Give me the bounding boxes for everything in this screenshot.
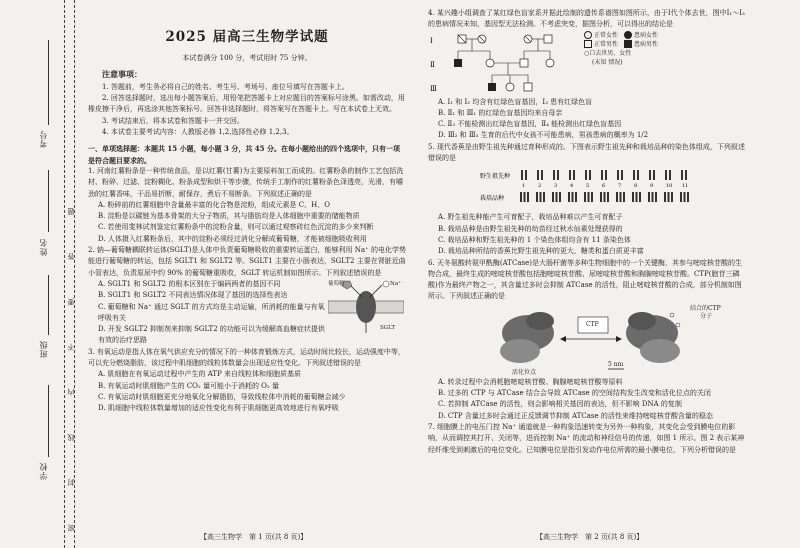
seal-text: 密 封 线 内 不 要 答 题: [67, 190, 75, 532]
wild-label: 野生祖先种: [480, 173, 511, 181]
gen-label-2: Ⅱ: [430, 60, 435, 69]
q3-option-c: C. 有氧运动时肌细胞更充分地氧化分解脂肪，导致线粒体中消耗的葡萄糖会减少: [98, 392, 346, 401]
wild-chromosome: [649, 170, 651, 180]
cultivar-chromosome: [616, 192, 618, 202]
q1-option-c: C. 若使用斐林试剂鉴定红薯粉条中的淀粉含量，则可以通过观察砖红色沉淀的多少来判断: [98, 223, 374, 232]
cultivar-chromosome: [588, 192, 590, 202]
page-footer-left: 【高三生物学 第 1 页(共 8 页)】: [200, 533, 308, 541]
wild-chromosome: [681, 170, 683, 180]
q5-option-b: B. 栽培品种是由野生祖先种的幼苗经过秋水仙素处理获得的: [438, 224, 623, 233]
wild-chromosome: [585, 170, 587, 180]
wild-chromosome: [621, 170, 623, 180]
pedigree-legend: [584, 31, 658, 97]
cultivar-chromosome: [572, 192, 574, 202]
cultivar-chromosome: [623, 192, 625, 202]
chromosome-number: 10: [666, 183, 673, 190]
legend-item: 患病女性: [634, 31, 659, 39]
chromosome-number: 6: [602, 183, 606, 190]
sglt-na-label: Na⁺: [390, 280, 401, 287]
page-footer-right: 【高三生物学 第 2 页(共 8 页)】: [536, 533, 644, 541]
wild-chromosome: [541, 170, 543, 180]
cultivar-chromosome: [664, 192, 666, 202]
pedigree-figure: [428, 31, 746, 97]
cultivar-chromosome: [527, 192, 529, 202]
cultivar-chromosome: [552, 192, 554, 202]
notice-item: 3. 考试结束后，将本试卷和答题卡一并交回。: [102, 116, 244, 125]
q5-option-a: A. 野生祖先种能产生可育配子，栽培品种难以产生可育配子: [438, 213, 623, 222]
question-5-stem: 5. 现代香蕉是由野生祖先种通过育种形成的。下图表示野生祖先种和栽培品种的染色体组成，下列叙述错误的是: [428, 142, 745, 163]
exam-no-blank: [48, 40, 49, 125]
cultivar-chromosome: [584, 192, 586, 202]
cultivar-chromosome: [559, 192, 561, 202]
cultivar-chromosome: [568, 192, 570, 202]
wild-chromosome: [525, 170, 527, 180]
q2-option-d: D. 开发 SGLT2 抑制剂来抑制 SGLT2 的功能可以为缓解高血糖症状提供有效的治疗思路: [98, 325, 325, 345]
class-blank: [48, 275, 49, 335]
legend-male-normal-icon: [584, 40, 592, 48]
right-column: [428, 8, 746, 456]
cultivar-chromosome: [575, 192, 577, 202]
wild-chromosome: [601, 170, 603, 180]
q2-option-b: B. SGLT1 和 SGLT2 不同表达情况体现了基因的选择性表达: [98, 291, 288, 300]
name-label: 姓名: [39, 238, 48, 256]
notice-heading: 注意事项：: [102, 68, 142, 79]
legend-item: 正常女性: [594, 31, 619, 39]
q3-option-a: A. 肌细胞在有氧运动过程中产生的 ATP 来自线粒体和细胞质基质: [98, 370, 302, 379]
wild-chromosome: [665, 170, 667, 180]
chromosome-number: 7: [618, 183, 622, 190]
pedigree-chart: [428, 31, 578, 97]
question-4-stem: 4. 某兴趣小组调查了某红绿色盲家系并据此绘制的遗传系谱图如图所示，由于Ⅰ代个体去世，图中Ⅰ₁～Ⅰ₃的患病情况未知，基因型无法检测。不考虑突变，据图分析，可以得出的结论是: [428, 9, 745, 29]
atcase-figure: [428, 303, 746, 377]
cultivar-label: 栽培品种: [480, 195, 505, 203]
wild-chromosome: [521, 170, 523, 180]
q1-option-b: B. 淀粉是以碳链为基本骨架的大分子物质，其与脂肪均是人体细胞中重要的储能物质: [98, 212, 360, 221]
cultivar-chromosome: [604, 192, 606, 202]
legend-item: ○口去世男、女性: [584, 49, 632, 57]
question-2-stem: 2. 钠—葡萄糖耦联转运体(SGLT)是人体中负责葡萄糖吸收的重要转运蛋白，能够利用 Na⁺ 的电化学势能进行葡萄糖的转运，包括 SGLT1 和 SGLT2 等。SGLT1 主要在小肠表达，SGLT2 主要在肾脏近曲小管表达，负责原尿中约 90% 的葡萄糖重吸收，SGLT 转运机制如图所示。下列叙述错误的是: [88, 246, 406, 277]
chromosome-number: 5: [586, 183, 590, 190]
gen-label-1: Ⅰ: [430, 36, 433, 45]
q6-option-c: C. 若抑制 ATCase 的活性，则会影响相关基因的表达，但不影响 DNA 的复制: [438, 400, 682, 409]
wild-chromosome: [553, 170, 555, 180]
wild-chromosome: [589, 170, 591, 180]
binding-strip: [0, 0, 86, 548]
chromosome-number: 2: [538, 183, 542, 190]
exam-no-label: 考号: [39, 130, 48, 148]
q6-option-a: A. 转录过程中会消耗胞嘧啶核苷酸、胸腺嘧啶核苷酸等原料: [438, 377, 623, 386]
ctp-label: CTP: [586, 320, 599, 328]
cultivar-chromosome: [591, 192, 593, 202]
q4-option-d: D. Ⅲ₂ 和 Ⅲ₃ 生育的后代中女孩不可能患病，男孩患病的概率为 1/2: [438, 131, 649, 140]
q1-option-a: A. 粉碎前的红薯细胞中含量最丰富的化合物是淀粉，组成元素是 C、H、O: [98, 200, 330, 209]
cultivar-chromosome: [668, 192, 670, 202]
cultivar-chromosome: [607, 192, 609, 202]
wild-chromosome: [537, 170, 539, 180]
wild-chromosome: [637, 170, 639, 180]
class-label: 班级: [39, 340, 48, 358]
school-label: 学校: [39, 462, 48, 480]
question-3-stem: 3. 有氧运动是指人体在氧气供应充分的情况下的一种体育锻炼方式，运动时间比较长，运动强度中等，可以充分燃烧脂肪，该过程中肌细胞的线粒体数量会出现适应性变化。下列叙述错误的是: [88, 347, 405, 368]
cultivar-chromosome: [540, 192, 542, 202]
gen-label-3: Ⅲ: [430, 84, 437, 93]
cultivar-chromosome: [543, 192, 545, 202]
wild-chromosome: [557, 170, 559, 180]
cultivar-chromosome: [632, 192, 634, 202]
question-2-block: [88, 245, 406, 347]
seal-line: [64, 0, 65, 548]
legend-male-affected-icon: [624, 40, 632, 48]
chromosome-number: 1: [522, 183, 526, 190]
cultivar-chromosome: [556, 192, 558, 202]
legend-item: (未知 情况): [592, 58, 623, 66]
chromosome-number: 4: [570, 183, 574, 190]
notice-item: 1. 答题前，考生务必将自己的姓名、考生号、考场号、座位号填写在答题卡上。: [102, 82, 349, 91]
exam-title: 2025 届高三生物学试题: [165, 29, 329, 45]
school-blank: [48, 385, 49, 457]
bound-ctp-label: 结合的CTP: [690, 304, 721, 312]
chromosome-number: 9: [650, 183, 654, 190]
cultivar-chromosome: [536, 192, 538, 202]
q4-option-a: A. Ⅰ₁ 和 Ⅰ₂ 均含有红绿色盲基因，Ⅰ₃ 患有红绿色盲: [438, 97, 593, 106]
wild-chromosome: [685, 170, 687, 180]
q2-option-c: C. 葡萄糖和 Na⁺ 通过 SGLT 的方式均是主动运输，所消耗的能量与有氧呼吸有关: [98, 302, 325, 322]
q1-option-d: D. 人体摄入红薯粉条后，其中的淀粉必须经过消化分解成葡萄糖，才能被细胞吸收利用: [98, 234, 367, 243]
q3-option-b: B. 有氧运动时肌细胞产生的 CO₂ 量可能小于消耗的 O₂ 量: [98, 381, 279, 390]
q3-option-d: D. 肌细胞中线粒体数量增加的适应性变化有利于肌细胞更高效地进行有氧呼吸: [98, 404, 339, 413]
exam-subtitle: 本试卷满分 100 分，考试用时 75 分钟。: [182, 54, 312, 63]
wild-chromosome: [573, 170, 575, 180]
wild-chromosome: [669, 170, 671, 180]
cultivar-chromosome: [680, 192, 682, 202]
notice-item: 4. 本试卷主要考试内容：人教版必修 1,2,选择性必修 1,2,3。: [102, 128, 294, 137]
legend-female-normal-icon: [584, 31, 592, 39]
notice-item: 2. 回答选择题时，选出每小题答案后，用铅笔把答题卡上对应题目的答案标号涂黑。如需改动，用橡皮擦干净后，再选涂其他答案标号。回答非选择题时，将答案写在答题卡上。写在本试卷上无效。: [88, 94, 405, 114]
question-6-stem: 6. 天冬氨酸转氨甲酰酶(ATCase)是大肠杆菌等多种生物细胞中的一个关键酶，其参与嘧啶核苷酸的生物合成，最终生成的嘧啶核苷酸包括胞嘧啶核苷酸、尿嘧啶核苷酸和胸腺嘧啶核苷酸。CTP(胞苷三磷酸)作为最终产物之一，其含量过多时会抑制 ATCase 的活性，阻止嘧啶核苷酸的合成，部分机制如图所示。下列叙述正确的是: [428, 258, 742, 301]
legend-female-affected-icon: [624, 31, 632, 39]
q2-option-a: A. SGLT1 和 SGLT2 的根本区别在于编码两者的基因不同: [98, 279, 281, 288]
cultivar-chromosome: [671, 192, 673, 202]
left-column: [88, 8, 406, 415]
q6-option-b: B. 过多的 CTP 与 ATCase 结合会导致 ATCase 的空间结构发生改变和活化位点的关闭: [438, 389, 711, 398]
name-blank: [48, 170, 49, 232]
cultivar-chromosome: [600, 192, 602, 202]
chromosome-number: 3: [554, 183, 558, 190]
cultivar-chromosome: [655, 192, 657, 202]
active-site-label: 活化位点: [512, 368, 537, 376]
scale-label: 5 nm: [608, 360, 624, 368]
cultivar-chromosome: [652, 192, 654, 202]
legend-item: 正常男性: [594, 40, 619, 48]
cultivar-chromosome: [524, 192, 526, 202]
chromosome-figure: [428, 164, 746, 212]
legend-item: 患病男性: [634, 40, 659, 48]
cultivar-chromosome: [520, 192, 522, 202]
q4-option-b: B. Ⅱ₁ 和 Ⅲ₁ 的红绿色盲基因均来自母亲: [438, 108, 563, 117]
chromosome-diagram: [428, 164, 746, 212]
wild-chromosome: [605, 170, 607, 180]
cultivar-chromosome: [684, 192, 686, 202]
q5-option-c: C. 栽培品种和野生祖先种的 1 个染色体组均含有 11 条染色体: [438, 235, 631, 244]
cultivar-chromosome: [648, 192, 650, 202]
cultivar-chromosome: [639, 192, 641, 202]
chromosome-number: 11: [682, 183, 689, 190]
wild-chromosome: [569, 170, 571, 180]
question-1-stem: 1. 河南红薯粉条是一种传统食品，是以红薯(甘薯)为主要原料加工而成的。红薯粉条的制作工艺包括洗材、粉碎、过滤、淀粉糊化、粉条成型和烘干等步骤，传统手工制作的红薯粉条色泽透亮，光滑，有嚼劲的红薯香味，干品易折断，耐保存，煮后不易断条。下列叙述正确的是: [88, 166, 404, 198]
wild-chromosome: [617, 170, 619, 180]
cultivar-chromosome: [620, 192, 622, 202]
wild-chromosome: [653, 170, 655, 180]
cultivar-chromosome: [687, 192, 689, 202]
question-7-stem: 7. 细胞膜上的电压门控 Na⁺ 通道就是一种构象迅速转变为另外一种构象，其变化会受到膜电位的影响，从而调控其打开、关闭等，进而控制 Na⁺ 的流动和神经信号的传递，如图 1 所示。图 2 表示某神经纤维受到刺激后的电位变化。已知膜电位是指引发动作电位所需的最小膜电位，下列分析错误的是: [428, 422, 745, 454]
section-heading: 一、单项选择题：本题共 15 小题，每小题 3 分，共 45 分。在每小题给出的四个选项中，只有一项是符合题目要求的。: [88, 144, 400, 165]
q4-option-c: C. Ⅱ₃ 不能检测出红绿色盲基因，Ⅱ₄ 能检测出红绿色盲基因: [438, 120, 622, 129]
sglt-glucose-label: 葡萄糖: [328, 280, 345, 287]
q6-option-d: D. CTP 含量过多时会通过正反馈调节抑制 ATCase 的活性来维持嘧啶核苷酸含量的稳态: [438, 411, 713, 420]
sglt-label: SGLT: [380, 324, 396, 331]
wild-chromosome: [633, 170, 635, 180]
bound-ctp-molecule-label: 分子: [700, 312, 713, 320]
cultivar-chromosome: [636, 192, 638, 202]
chromosome-number: 8: [634, 183, 638, 190]
q5-option-d: D. 栽培品种所结的香蕉比野生祖先种的更大，糖类和蛋白质更丰富: [438, 247, 644, 256]
sglt-figure: [328, 279, 404, 335]
